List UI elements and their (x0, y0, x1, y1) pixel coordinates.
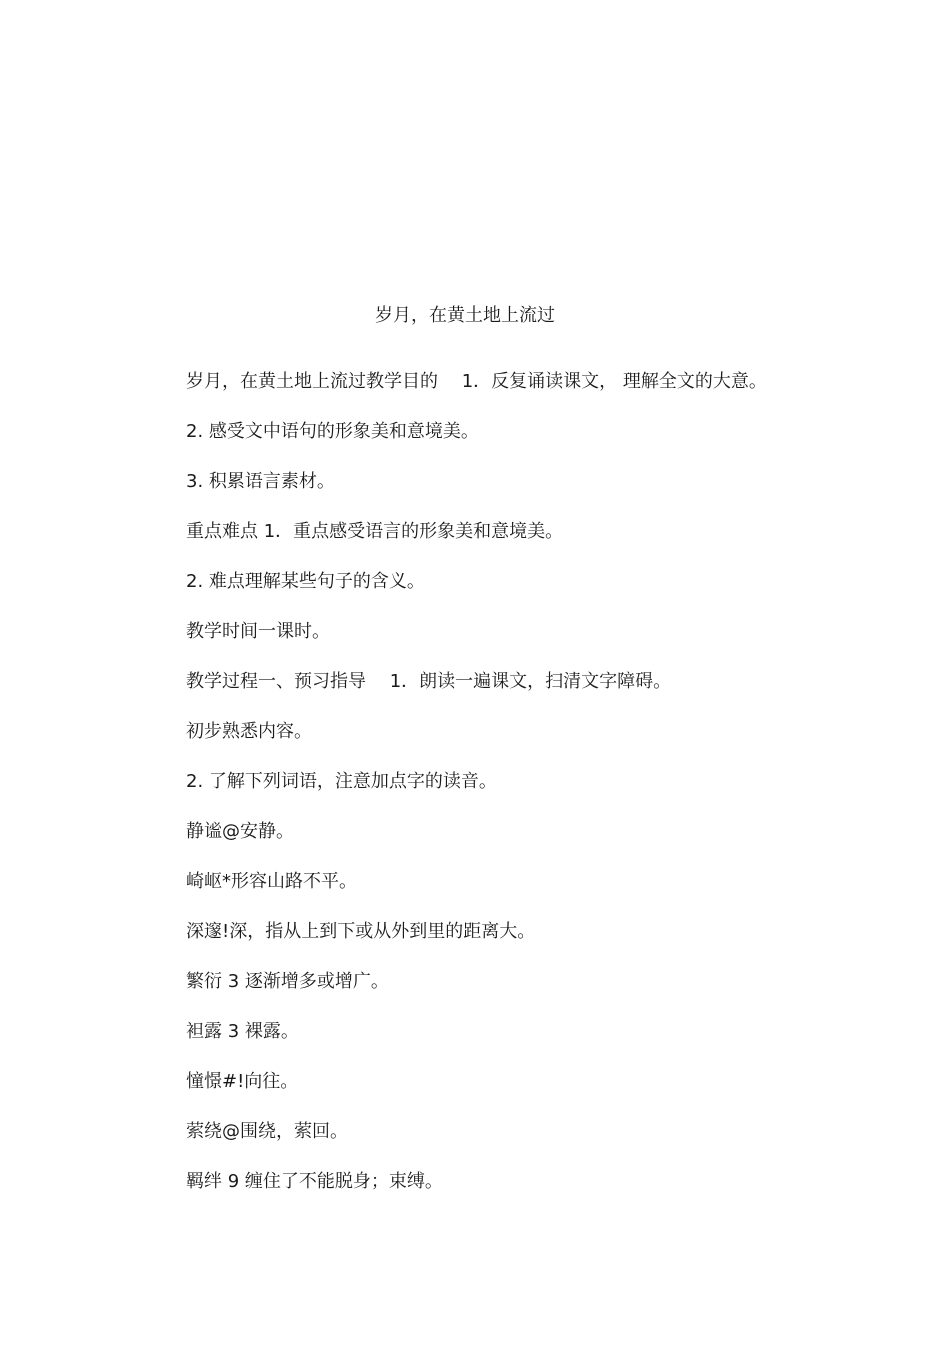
document-title: 岁月，在黄土地上流过 (375, 305, 555, 326)
vocab-item: 静谧@安静。 (186, 821, 294, 842)
paragraph-teaching-goal-2: 2. 感受文中语句的形象美和意境美。 (186, 421, 479, 442)
vocab-item: 崎岖*形容山路不平。 (186, 871, 357, 892)
document-body (186, 369, 886, 1219)
paragraph-key-point-1: 重点难点 1．重点感受语言的形象美和意境美。 (186, 521, 564, 542)
paragraph-process-preview-1-cont: 初步熟悉内容。 (186, 721, 312, 742)
vocab-item: 萦绕@围绕，萦回。 (186, 1121, 348, 1142)
vocab-item: 袒露 3 裸露。 (186, 1021, 299, 1042)
paragraph-teaching-time: 教学时间一课时。 (186, 621, 330, 642)
vocab-item: 羁绊 9 缠住了不能脱身；束缚。 (186, 1171, 443, 1192)
paragraph-teaching-goal-3: 3. 积累语言素材。 (186, 471, 335, 492)
paragraph-process-preview-2: 2. 了解下列词语，注意加点字的读音。 (186, 771, 497, 792)
vocab-item: 繁衍 3 逐渐增多或增广。 (186, 971, 389, 992)
paragraph-key-point-2: 2. 难点理解某些句子的含义。 (186, 571, 425, 592)
paragraph-process-preview-1: 教学过程一、预习指导 1．朗读一遍课文，扫清文字障碍。 (186, 671, 672, 692)
vocab-item: 深邃!深，指从上到下或从外到里的距离大。 (186, 921, 536, 942)
paragraph-teaching-goal-1: 岁月，在黄土地上流过教学目的 1．反复诵读课文， 理解全文的大意。 (186, 371, 767, 392)
vocab-item: 憧憬#!向往。 (186, 1071, 299, 1092)
